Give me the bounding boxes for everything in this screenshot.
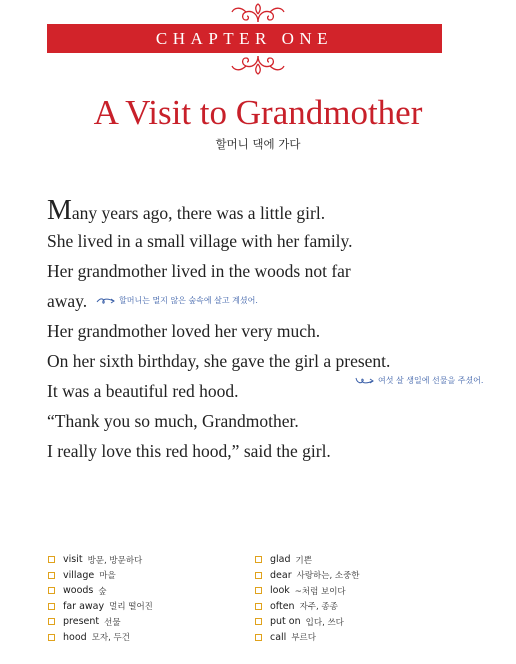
vocab-item: present 선물 bbox=[48, 614, 153, 630]
story-line: Her grandmother lived in the woods not far bbox=[47, 261, 351, 281]
margin-note: 할머니는 멀지 않은 숲속에 살고 계셨어. bbox=[96, 295, 258, 306]
story-line: “Thank you so much, Grandmother. bbox=[47, 411, 299, 431]
vocab-list-left bbox=[48, 552, 153, 645]
page-title: A Visit to Grandmother bbox=[93, 93, 423, 132]
vocab-item: far away 멀리 떨어진 bbox=[48, 599, 153, 615]
chapter-band bbox=[47, 24, 442, 53]
checkbox-icon[interactable] bbox=[255, 603, 262, 610]
checkbox-icon[interactable] bbox=[255, 618, 262, 625]
vocab-item: dear 사랑하는, 소중한 bbox=[255, 568, 360, 584]
top-ornament bbox=[0, 2, 516, 24]
curly-arrow-icon bbox=[355, 376, 375, 386]
vocab-item: call 부르다 bbox=[255, 630, 360, 646]
vocab-item: put on 입다, 쓰다 bbox=[255, 614, 360, 630]
vocab-item: look ~처럼 보이다 bbox=[255, 583, 360, 599]
page-subtitle: 할머니 댁에 가다 bbox=[215, 137, 301, 151]
checkbox-icon[interactable] bbox=[255, 556, 262, 563]
vocab-item: hood 모자, 두건 bbox=[48, 630, 153, 646]
chapter-label: CHAPTER ONE bbox=[155, 28, 334, 48]
margin-note: 여섯 살 생일에 선물을 주셨어. bbox=[355, 375, 483, 386]
story-line: Her grandmother loved her very much. bbox=[47, 321, 321, 341]
checkbox-icon[interactable] bbox=[48, 556, 55, 563]
checkbox-icon[interactable] bbox=[48, 618, 55, 625]
checkbox-icon[interactable] bbox=[255, 587, 262, 594]
story-line: away. bbox=[47, 291, 88, 311]
drop-cap: M bbox=[47, 195, 72, 226]
curly-arrow-icon bbox=[96, 296, 116, 306]
vocab-list-right bbox=[255, 552, 360, 645]
vocab-item: visit 방문, 방문하다 bbox=[48, 552, 153, 568]
checkbox-icon[interactable] bbox=[48, 634, 55, 641]
vocab-item: woods 숲 bbox=[48, 583, 153, 599]
checkbox-icon[interactable] bbox=[255, 572, 262, 579]
checkbox-icon[interactable] bbox=[48, 587, 55, 594]
vocab-item: glad 기쁜 bbox=[255, 552, 360, 568]
story-line: It was a beautiful red hood. bbox=[47, 381, 239, 401]
checkbox-icon[interactable] bbox=[48, 572, 55, 579]
checkbox-icon[interactable] bbox=[255, 634, 262, 641]
story-line: On her sixth birthday, she gave the girl a present. bbox=[47, 351, 391, 371]
vocab-item: village 마을 bbox=[48, 568, 153, 584]
story-line: She lived in a small village with her family. bbox=[47, 231, 353, 251]
story-line: I really love this red hood,” said the girl. bbox=[47, 441, 331, 461]
checkbox-icon[interactable] bbox=[48, 603, 55, 610]
story-line: Many years ago, there was a little girl. bbox=[47, 195, 326, 226]
bottom-ornament bbox=[0, 54, 516, 76]
vocab-item: often 자주, 종종 bbox=[255, 599, 360, 615]
